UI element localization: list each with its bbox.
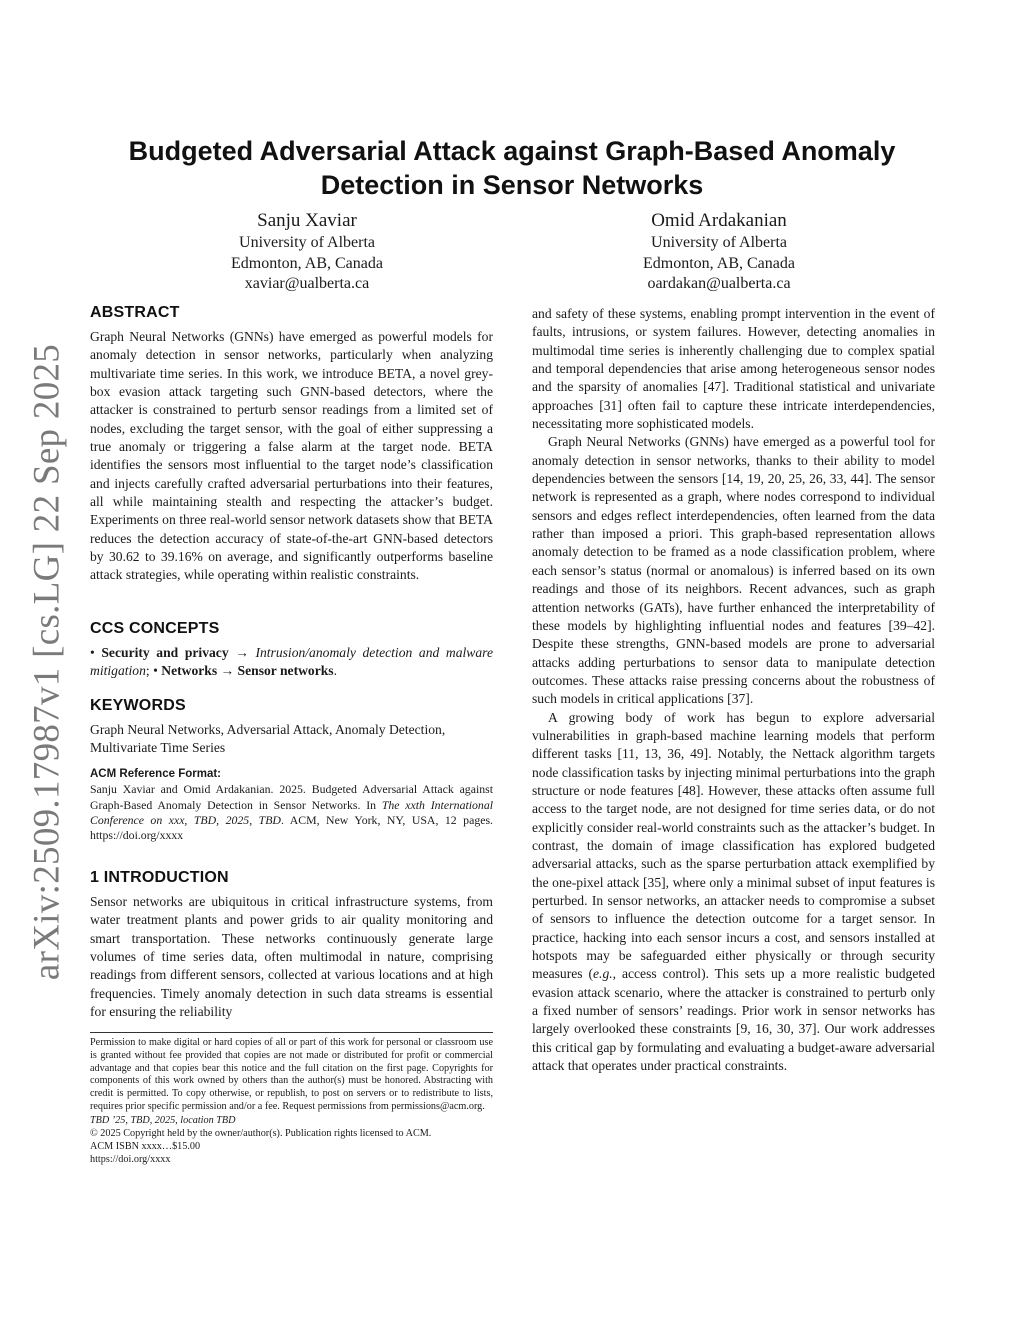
footnote-isbn: ACM ISBN xxxx…$15.00 [90, 1141, 201, 1152]
intro-paragraph-1-right: and safety of these systems, enabling prompt intervention in the event of faults, intrusions, or system failures. However, detecting anomalies in multimodal time series is inherently challenging due to complex spatial and temporal dependencies that arise among heterogeneous sensor nodes and the sparsity of anomalies [47]. Traditional statistical and univariate approaches [31] often fail to capture these intricate interdependencies, necessitating more sophisticated models. [532, 306, 935, 432]
author-name: Omid Ardakanian [651, 210, 787, 231]
ccs-separator: ; [145, 663, 150, 679]
ccs-end: . [333, 663, 337, 679]
footnote-doi[interactable]: https://doi.org/xxxx [90, 1153, 171, 1165]
author-name: Sanju Xaviar [257, 210, 357, 231]
keywords-heading: KEYWORDS [90, 697, 186, 714]
author-email[interactable]: xaviar@ualberta.ca [244, 275, 370, 292]
footnote-block [90, 1037, 493, 1167]
keywords-body [90, 721, 493, 758]
right-column [532, 305, 935, 1075]
author-block-2 [554, 209, 884, 295]
arxiv-identifier-text: arXiv:2509.17987v1 [cs.LG] 22 Sep 2025 [26, 343, 68, 981]
footnote-copyright: © 2025 Copyright held by the owner/author(s). Publication rights licensed to ACM. [90, 1128, 432, 1140]
intro-paragraph-1-left: Sensor networks are ubiquitous in critical infrastructure systems, from water treatment plants and power grids to air quality monitoring and smart transportation. These networks continuously generate large volumes of time series data, often multimodal in nature, comprising readings from different sensors, collected at various locations and at high frequencies. Timely anomaly detection in such data streams is essential for ensuring the reliability [90, 894, 493, 1020]
footnote-permission: Permission to make digital or hard copies of all or part of this work for personal or classroom use is granted without fee provided that copies are not made or distributed for profit or commercial advantage and that copies bear this notice and the full citation on the first page. Copyrights for components of this work owned by others than the author(s) must be honored. Abstracting with credit is permitted. To copy otherwise, or republish, to post on servers or to redistribute to lists, requires prior specific permission and/or a fee. Request permissions from permissions@acm.org. [90, 1037, 493, 1112]
introduction-heading: 1 INTRODUCTION [90, 869, 229, 886]
ccs-item-security: Security and privacy [101, 645, 229, 660]
ccs-body [90, 644, 493, 681]
author-location: Edmonton, AB, Canada [231, 254, 383, 272]
intro-paragraph-3-part-b: , access control). This sets up a more realistic budgeted evasion attack scenario, where the attacker is constrained to perturb only a fixed number of sensors’ readings. Prior work in sensor networks has largely overlooked these constraints [9, 16, 30, 37]. Our work addresses this critical gap by formulating and evaluating a budget-aware adversarial attack that operates under practical constraints. [532, 966, 935, 1074]
acm-reference [90, 767, 493, 843]
footnote-venue: TBD ’25, TBD, 2025, location TBD [90, 1114, 236, 1126]
intro-paragraph-3-part-a: A growing body of work has begun to explore adversarial vulnerabilities in graph-based machine learning models that perform different tasks [11, 13, 36, 49]. Notably, the Nettack algorithm targets node classification tasks by injecting minimal perturbations into the graph structure or node features [48]. However, these attacks often assume full access to the target node, are not designed for time series data, or do not explicitly consider real-world constraints such as the attacker’s budget. In contrast, the domain of image classification has explored budgeted adversarial attacks, such as the sparse perturbation attack exemplified by the one-pixel attack [35], where only a minimal subset of input features is perturbed. In sensor networks, an attacker needs to compromise a subset of sensors to influence the detection outcome for a target sensor. In practice, hacking into each sensor incurs a cost, and sensors installed at hotspots may be safeguarded either physically or through security measures ( [532, 709, 935, 982]
acm-ref-part-2: . ACM, New York, NY, USA, 12 pages. https://doi.org/xxxx [90, 812, 493, 843]
acm-ref-part-1: Sanju Xaviar and Omid Ardakanian. 2025. Budgeted Adversarial Attack against Graph-Based Anomaly Detection in Sensor Networks. In [90, 782, 493, 812]
title-line-1: Budgeted Adversarial Attack against Graph-Based Anomaly [128, 136, 896, 166]
acm-ref-venue: The xxth International Conference on xxx, TBD, 2025, TBD [90, 797, 493, 827]
abstract-body [90, 328, 493, 585]
paper-title [100, 134, 924, 202]
ccs-item-intrusion: Intrusion/anomaly detection and malware mitigation [90, 645, 493, 679]
abstract-heading: ABSTRACT [90, 304, 180, 321]
ccs-concepts [90, 644, 493, 681]
ccs-bullet: • [153, 663, 158, 679]
abstract-text: Graph Neural Networks (GNNs) have emerged as powerful models for anomaly detection in sensor networks, particularly when analyzing multivariate time series. In this work, we introduce BETA, a novel grey-box evasion attack targeting such GNN-based detectors, where the attacker is constrained to perturb sensor readings from a limited set of nodes, excluding the target sensor, with the goal of either suppressing a true anomaly or triggering a false alarm at the target node. BETA identifies the sensors most influential to the target node’s classification and injects carefully crafted adversarial perturbations into their features, all while maintaining stealth and respecting the attacker’s budget. Experiments on three real-world sensor network datasets show that BETA reduces the detection accuracy of state-of-the-art GNN-based detectors by 30.62 to 39.16% on average, and significantly outperforms baseline attack strategies, while operating within realistic constraints. [90, 329, 493, 583]
intro-paragraph-2: Graph Neural Networks (GNNs) have emerged as a powerful tool for anomaly detection in sensor networks, thanks to their ability to model dependencies between the sensors [14, 19, 20, 25, 26, 33, 44]. The sensor network is represented as a graph, where nodes correspond to individual sensors and edges reflect interdependencies, often learned from the data rather than imposed a priori. This graph-based representation allows anomaly detection to be framed as a node classification problem, where each sensor’s status (normal or anomalous) is inferred based on its own readings and those of its neighbors. Recent advances, such as graph attention networks (GATs), have further enhanced the interpretability of these models by highlighting influential nodes and features [39–42]. Despite these strengths, GNN-based models are prone to adversarial attacks adding perturbations to sensor data to manipulate detection outcomes. These attacks raise pressing concerns about the robustness of such models in critical applications [37]. [532, 434, 935, 707]
ccs-arrow: → [220, 663, 235, 679]
author-location: Edmonton, AB, Canada [643, 254, 795, 272]
footnote-divider [90, 1032, 493, 1033]
ccs-item-sensor-networks: Sensor networks [237, 663, 334, 679]
intro-paragraph-3 [532, 709, 935, 1076]
author-email[interactable]: oardakan@ualberta.ca [647, 275, 791, 292]
title-line-2: Detection in Sensor Networks [320, 170, 704, 200]
keywords-text: Graph Neural Networks, Adversarial Attack, Anomaly Detection, Multivariate Time Series [90, 722, 446, 756]
ccs-heading: CCS CONCEPTS [90, 620, 220, 637]
intro-left-column [90, 893, 493, 1021]
author-affiliation: University of Alberta [239, 234, 375, 251]
ccs-bullet: • [90, 645, 95, 660]
acm-reference-heading: ACM Reference Format: [90, 768, 221, 780]
acm-reference-text [90, 782, 493, 843]
ccs-arrow: → [235, 645, 249, 660]
author-affiliation: University of Alberta [651, 234, 787, 251]
author-block-1 [142, 209, 472, 295]
ccs-item-networks: Networks [161, 663, 218, 679]
intro-paragraph-3-eg: e.g. [593, 966, 613, 982]
